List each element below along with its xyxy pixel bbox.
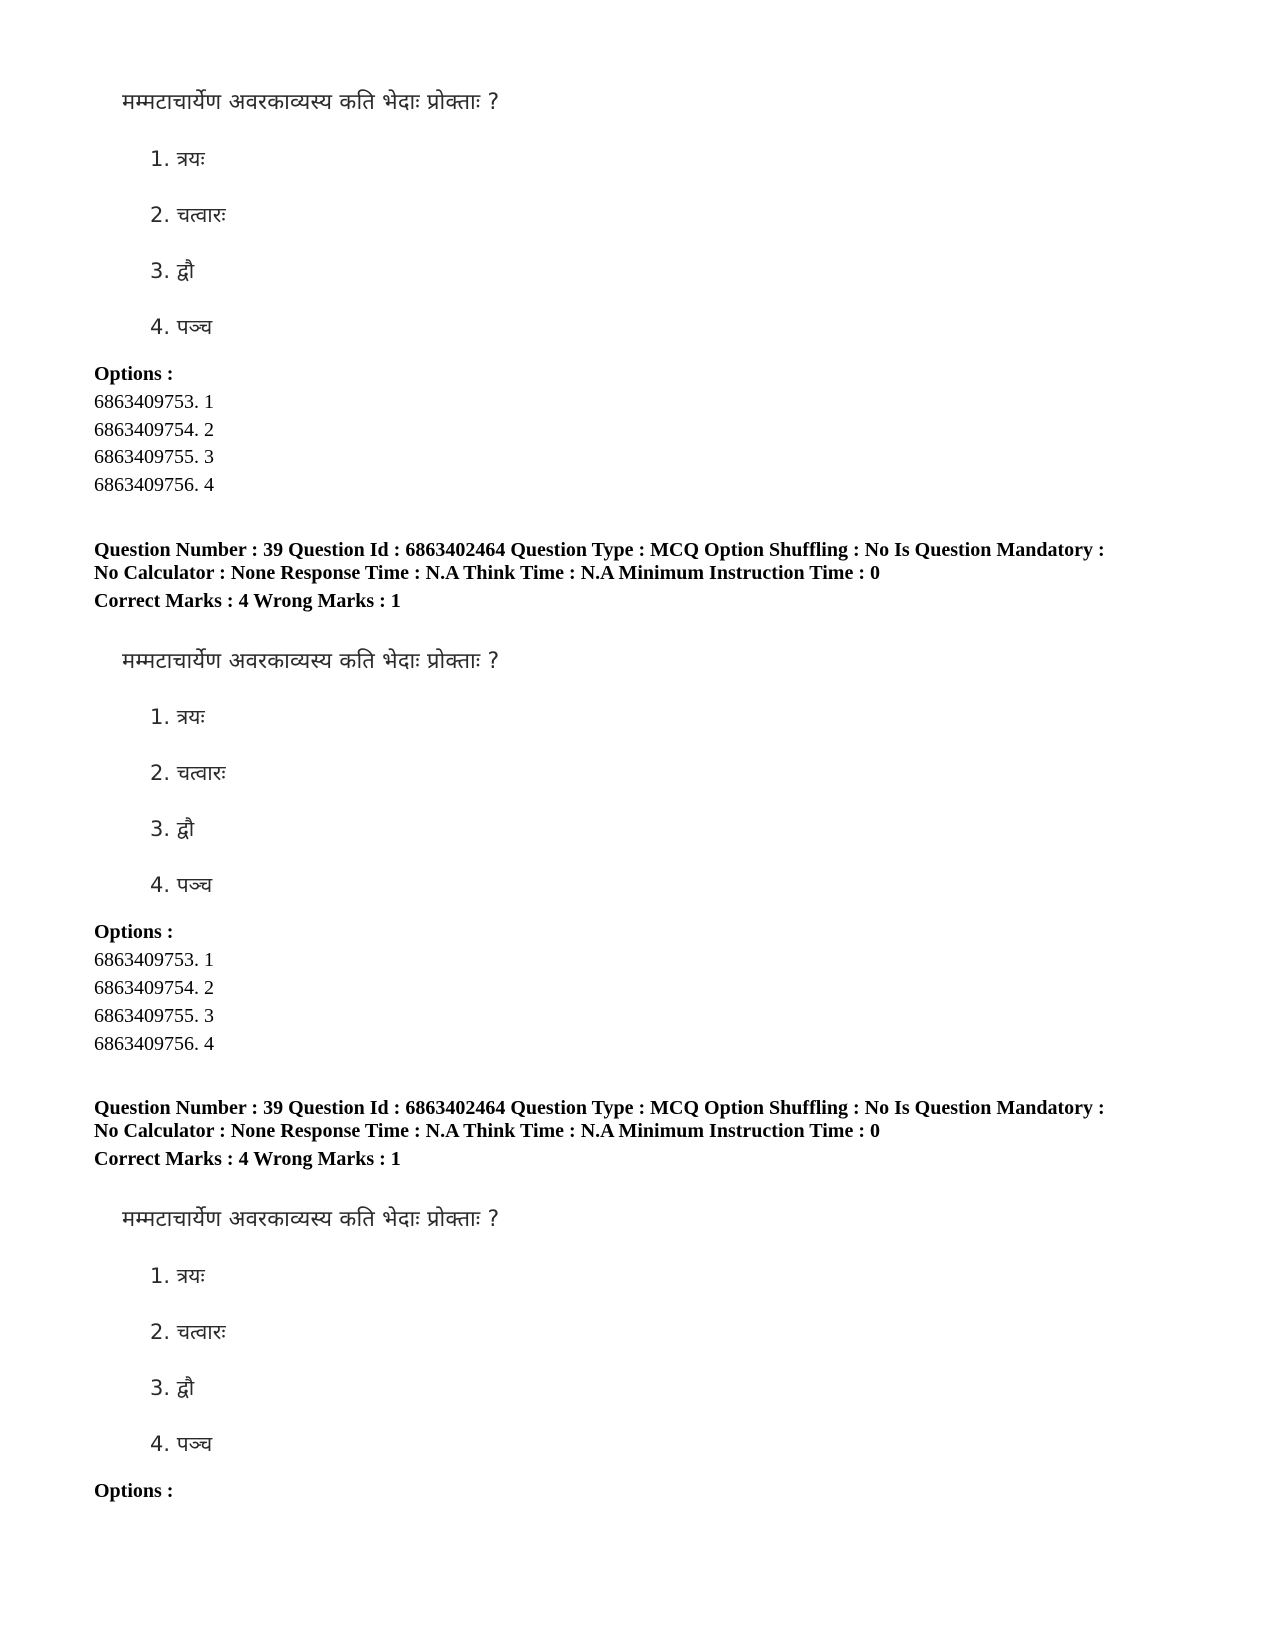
options-label: Options : — [94, 1480, 174, 1502]
question-meta-line: Question Number : 39 Question Id : 6863402464 Question Type : MCQ Option Shuffling : No Is Question Mandatory : — [94, 1097, 1105, 1119]
question-meta-line: Question Number : 39 Question Id : 6863402464 Question Type : MCQ Option Shuffling : No Is Question Mandatory : — [94, 539, 1105, 561]
choice-2: 2. चत्वारः — [150, 1320, 226, 1344]
choice-1: 1. त्रयः — [150, 705, 205, 729]
question-meta-line: No Calculator : None Response Time : N.A Think Time : N.A Minimum Instruction Time : 0 — [94, 562, 880, 584]
question-meta-line: No Calculator : None Response Time : N.A Think Time : N.A Minimum Instruction Time : 0 — [94, 1120, 880, 1142]
choice-3: 3. द्वौ — [150, 817, 195, 841]
option-line: 6863409753. 1 — [94, 949, 214, 971]
choice-1: 1. त्रयः — [150, 1264, 205, 1288]
choice-4: 4. पञ्च — [150, 873, 213, 897]
choice-2: 2. चत्वारः — [150, 203, 226, 227]
marks-line: Correct Marks : 4 Wrong Marks : 1 — [94, 1148, 401, 1170]
question-text: मम्मटाचार्येण अवरकाव्यस्य कति भेदाः प्रोक्ताः ? — [122, 649, 500, 674]
choice-2: 2. चत्वारः — [150, 761, 226, 785]
options-label: Options : — [94, 363, 174, 385]
choice-3: 3. द्वौ — [150, 259, 195, 283]
option-line: 6863409756. 4 — [94, 1033, 214, 1055]
choice-1: 1. त्रयः — [150, 147, 205, 171]
options-label: Options : — [94, 921, 174, 943]
choice-4: 4. पञ्च — [150, 1432, 213, 1456]
option-line: 6863409754. 2 — [94, 977, 214, 999]
choice-3: 3. द्वौ — [150, 1376, 195, 1400]
option-line: 6863409755. 3 — [94, 1005, 214, 1027]
choice-4: 4. पञ्च — [150, 315, 213, 339]
option-line: 6863409754. 2 — [94, 419, 214, 441]
option-line: 6863409755. 3 — [94, 446, 214, 468]
question-text: मम्मटाचार्येण अवरकाव्यस्य कति भेदाः प्रोक्ताः ? — [122, 90, 500, 115]
marks-line: Correct Marks : 4 Wrong Marks : 1 — [94, 590, 401, 612]
question-text: मम्मटाचार्येण अवरकाव्यस्य कति भेदाः प्रोक्ताः ? — [122, 1207, 500, 1232]
option-line: 6863409753. 1 — [94, 391, 214, 413]
option-line: 6863409756. 4 — [94, 474, 214, 496]
